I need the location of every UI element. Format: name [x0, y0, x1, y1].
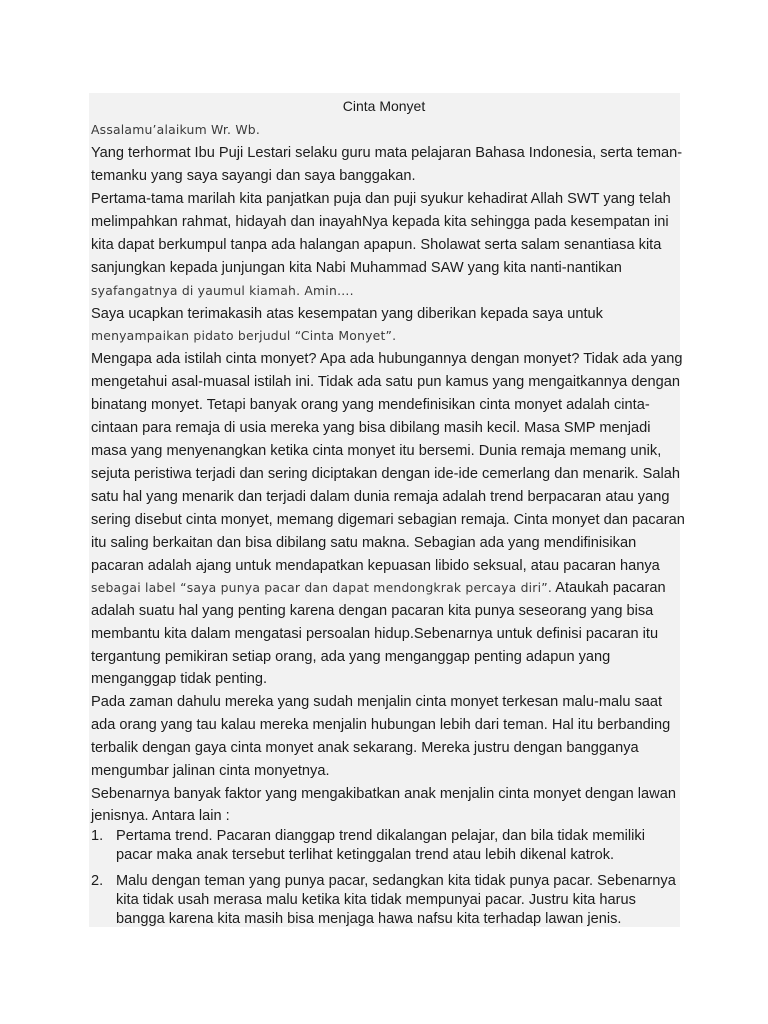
list-item-line: Malu dengan teman yang punya pacar, sedangkan kita tidak punya pacar. Sebenarnya — [116, 873, 676, 889]
text-line: melimpahkan rahmat, hidayah dan inayahNya kepada kita sehingga pada kesempatan ini — [91, 214, 669, 230]
text-line: itu saling berkaitan dan bisa dibilang satu makna. Sebagian ada yang mendifinisikan — [91, 535, 637, 551]
text-line: sering disebut cinta monyet, memang digemari sebagian remaja. Cinta monyet dan pacaran — [91, 512, 685, 528]
text-line: sanjungkan kepada junjungan kita Nabi Muhammad SAW yang kita nanti-nantikan — [91, 260, 622, 276]
text-line: Mengapa ada istilah cinta monyet? Apa ada hubungannya dengan monyet? Tidak ada yang — [91, 351, 683, 367]
text-line: cintaan para remaja di usia mereka yang bisa dibilang masih kecil. Masa SMP menjadi — [91, 420, 651, 436]
text-line: Sebenarnya banyak faktor yang mengakibatkan anak menjalin cinta monyet dengan lawan — [91, 786, 676, 802]
list-item-line: Pertama trend. Pacaran dianggap trend dikalangan pelajar, dan bila tidak memiliki — [116, 828, 645, 844]
quoted-label-text: sebagai label “saya punya pacar dan dapat mendongkrak percaya diri”. — [91, 580, 552, 595]
text-line: adalah suatu hal yang penting karena dengan pacaran kita punya seseorang yang bisa — [91, 603, 654, 619]
text-line: temanku yang saya sayangi dan saya banggakan. — [91, 168, 416, 184]
list-item-line: kita tidak usah merasa malu ketika kita tidak mempunyai pacar. Justru kita harus — [116, 892, 636, 908]
text-line: jenisnya. Antara lain : — [91, 808, 230, 824]
text-line: menganggap tidak penting. — [91, 671, 268, 687]
text-line: sejuta peristiwa terjadi dan sering diciptakan dengan ide-ide cemerlang dan menarik. Salah — [91, 466, 680, 482]
text-line: Yang terhormat Ibu Puji Lestari selaku guru mata pelajaran Bahasa Indonesia, serta teman- — [91, 145, 683, 161]
text-line: Pada zaman dahulu mereka yang sudah menjalin cinta monyet terkesan malu-malu saat — [91, 694, 663, 710]
text-line: syafangatnya di yaumul kiamah. Amin…. — [91, 283, 354, 298]
text-line: mengumbar jalinan cinta monyetnya. — [91, 763, 330, 779]
greeting-line: Assalamu’alaikum Wr. Wb. — [91, 122, 260, 137]
text-line: mengetahui asal-muasal istilah ini. Tidak ada satu pun kamus yang mengaitkannya dengan — [91, 374, 680, 390]
text-line: membantu kita dalam mengatasi persoalan hidup.Sebenarnya untuk definisi pacaran itu — [91, 626, 659, 642]
text-line: binatang monyet. Tetapi banyak orang yang mendefinisikan cinta monyet adalah cinta- — [91, 397, 650, 413]
text-line: pacaran adalah ajang untuk mendapatkan kepuasan libido seksual, atau pacaran hanya — [91, 558, 660, 574]
list-item-number: 2. — [91, 873, 104, 889]
text-line: masa yang menyenangkan ketika cinta monyet itu bersemi. Dunia remaja memang unik, — [91, 443, 662, 459]
text-line: satu hal yang menarik dan terjadi dalam dunia remaja adalah trend berpacaran atau yang — [91, 489, 670, 505]
continuation-text: Ataukah pacaran — [551, 580, 666, 596]
list-item-line: bangga karena kita masih bisa menjaga hawa nafsu kita terhadap lawan jenis. — [116, 911, 622, 927]
text-line: tergantung pemikiran setiap orang, ada yang menganggap penting adapun yang — [91, 649, 611, 665]
text-line: terbalik dengan gaya cinta monyet anak sekarang. Mereka justru dengan bangganya — [91, 740, 639, 756]
text-line: menyampaikan pidato berjudul “Cinta Monyet”. — [91, 328, 397, 343]
document-title: Cinta Monyet — [342, 98, 426, 114]
text-line: Saya ucapkan terimakasih atas kesempatan yang diberikan kepada saya untuk — [91, 306, 603, 322]
text-line: kita dapat berkumpul tanpa ada halangan apapun. Sholawat serta salam senantiasa kita — [91, 237, 662, 253]
list-item-line: pacar maka anak tersebut terlihat ketinggalan trend atau lebih dikenal katrok. — [116, 847, 615, 863]
list-item-number: 1. — [91, 828, 104, 844]
text-line: Pertama-tama marilah kita panjatkan puja dan puji syukur kehadirat Allah SWT yang telah — [91, 191, 671, 207]
text-line: ada orang yang tau kalau mereka menjalin hubungan lebih dari teman. Hal itu berbanding — [91, 717, 671, 733]
text-line-mixed — [91, 579, 666, 597]
